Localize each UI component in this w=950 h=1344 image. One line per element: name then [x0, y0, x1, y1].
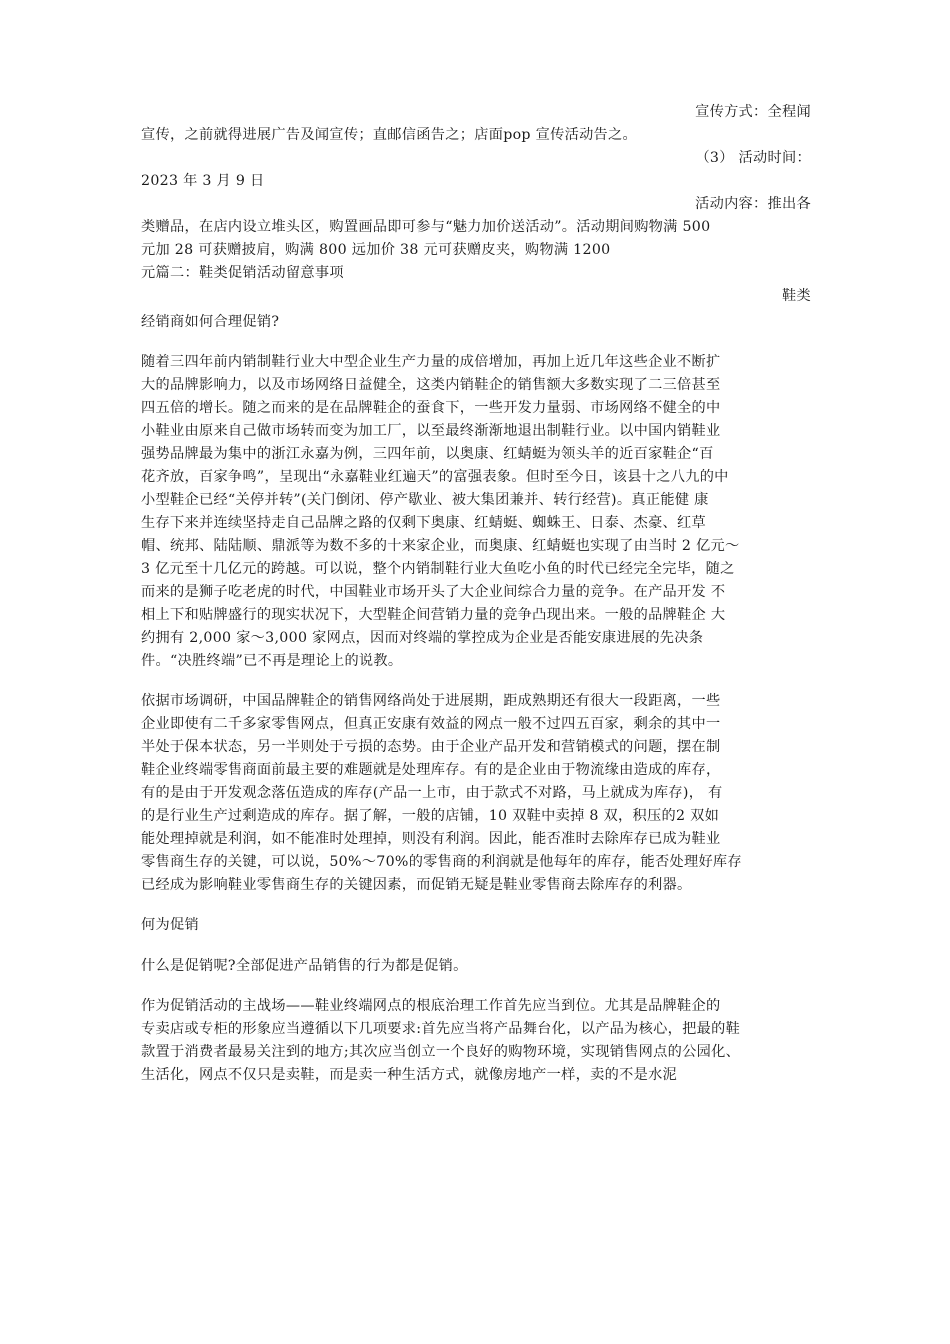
- paragraph-line: 专卖店或专柜的形象应当遵循以下几项要求:首先应当将产品舞台化，以产品为核心，把最的鞋: [141, 1021, 741, 1037]
- paragraph-line: 小鞋业由原来自己做市场转而变为加工厂，以至最终渐渐地退出制鞋行业。以中国内销鞋业: [141, 423, 721, 439]
- paragraph-line: 花齐放，百家争鸣”，呈现出“永嘉鞋业红遍天”的富强表象。但时至今日，该县十之八九的中: [141, 469, 729, 485]
- paragraph-line: 四五倍的增长。随之而来的是在品牌鞋企的蚕食下，一些开发力量弱、市场网络不健全的中: [141, 400, 721, 416]
- paragraph-line: 已经成为影响鞋业零售商生存的关键因素，而促销无疑是鞋业零售商去除库存的利器。: [141, 877, 692, 893]
- text-line: 2023 年 3 月 9 日: [141, 173, 265, 189]
- text-line: （3） 活动时间：: [695, 150, 811, 166]
- paragraph-line: 作为促销活动的主战场——鞋业终端网点的根底治理工作首先应当到位。尤其是品牌鞋企的: [141, 998, 721, 1014]
- text-line: 元加 28 可获赠披肩，购满 800 远加价 38 元可获赠皮夹，购物满 1200: [141, 242, 611, 258]
- paragraph-line: 生存下来并连续坚持走自己品牌之路的仅剩下奥康、红蜻蜓、蜘蛛王、日泰、杰豪、红草: [141, 515, 707, 531]
- paragraph-line: 强势品牌最为集中的浙江永嘉为例，三四年前，以奥康、红蜻蜓为领头羊的近百家鞋企“百: [141, 446, 714, 462]
- text-line: 活动内容：推出各: [695, 196, 811, 212]
- paragraph-line: 款置于消费者最易关注到的地方;其次应当创立一个良好的购物环境，实现销售网点的公园化、: [141, 1044, 741, 1060]
- text-line: 宣传方式：全程闻: [695, 104, 811, 120]
- section-heading: 元篇二：鞋类促销活动留意事项: [141, 265, 344, 281]
- text-line: 类赠品，在店内设立堆头区，购置画品即可参与“魅力加价送活动”。活动期间购物满 500: [141, 219, 711, 235]
- paragraph-line: 的是行业生产过剩造成的库存。据了解，一般的店铺，10 双鞋中卖掉 8 双，积压的2 双如: [141, 808, 720, 824]
- text-line: 鞋类: [782, 288, 811, 304]
- paragraph-line: 件。“决胜终端”已不再是理论上的说教。: [141, 653, 403, 669]
- paragraph-line: 鞋企业终端零售商面前最主要的难题就是处理库存。有的是企业由于物流缘由造成的库存，: [141, 762, 721, 778]
- paragraph-line: 相上下和贴牌盛行的现实状况下，大型鞋企间营销力量的竞争凸现出来。一般的品牌鞋企 大: [141, 607, 726, 623]
- paragraph-line: 约拥有 2,000 家～3,000 家网点，因而对终端的掌控成为企业是否能安康进展的先决条: [141, 630, 704, 646]
- paragraph-line: 大的品牌影响力，以及市场网络日益健全，这类内销鞋企的销售额大多数实现了二三倍甚至: [141, 377, 721, 393]
- paragraph-line: 3 亿元至十几亿元的跨越。可以说，整个内销制鞋行业大鱼吃小鱼的时代已经完全完毕，随之: [141, 561, 735, 577]
- paragraph-line: 依据市场调研，中国品牌鞋企的销售网络尚处于进展期，距成熟期还有很大一段距离，一些: [141, 693, 721, 709]
- paragraph-line: 零售商生存的关键，可以说，50%～70%的零售商的利润就是他每年的库存，能否处理好库存: [141, 854, 742, 870]
- text-line: 宣传，之前就得进展广告及闻宣传；直邮信函告之；店面pop 宣传活动告之。: [141, 127, 638, 143]
- paragraph-line: 什么是促销呢?全部促进产品销售的行为都是促销。: [141, 958, 468, 974]
- paragraph-line: 生活化，网点不仅只是卖鞋，而是卖一种生活方式，就像房地产一样，卖的不是水泥: [141, 1067, 678, 1083]
- paragraph-line: 能处理掉就是利润，如不能准时处理掉，则没有利润。因此，能否准时去除库存已成为鞋业: [141, 831, 721, 847]
- paragraph-line: 企业即使有二千多家零售网点，但真正安康有效益的网点一般不过四五百家，剩余的其中一: [141, 716, 721, 732]
- paragraph-line: 小型鞋企已经“关停并转”(关门倒闭、停产歇业、被大集团兼并、转行经营)。真正能健 康: [141, 492, 709, 508]
- subsection-heading: 何为促销: [141, 917, 199, 933]
- paragraph-line: 半处于保本状态，另一半则处于亏损的态势。由于企业产品开发和营销模式的问题，摆在制: [141, 739, 721, 755]
- paragraph-line: 而来的是狮子吃老虎的时代，中国鞋业市场开头了大企业间综合力量的竞争。在产品开发 不: [141, 584, 726, 600]
- paragraph-line: 随着三四年前内销制鞋行业大中型企业生产力量的成倍增加，再加上近几年这些企业不断扩: [141, 354, 721, 370]
- paragraph-line: 有的是由于开发观念落伍造成的库存(产品一上市，由于款式不对路，马上就成为库存)， 有: [141, 785, 723, 801]
- subsection-heading: 经销商如何合理促销?: [141, 314, 280, 330]
- paragraph-line: 帽、统邦、陆陆顺、鼎派等为数不多的十来家企业，而奥康、红蜻蜓也实现了由当时 2 亿元～: [141, 538, 740, 554]
